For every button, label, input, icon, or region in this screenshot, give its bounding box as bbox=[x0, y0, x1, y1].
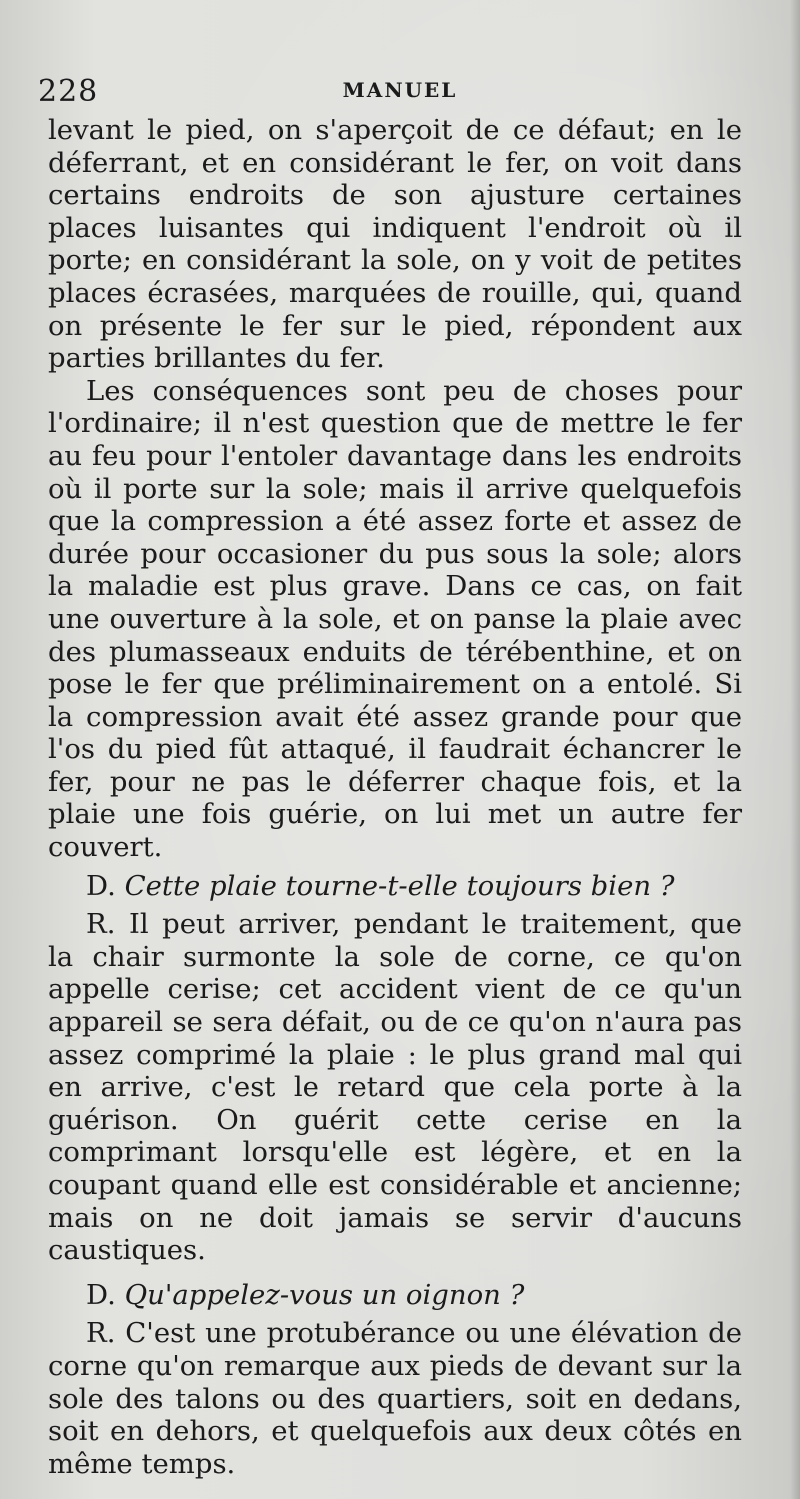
question-text: Cette plaie tourne-t-elle toujours bien ? bbox=[124, 869, 675, 902]
page-number: 228 bbox=[38, 74, 99, 109]
question-text: Qu'appelez-vous un oignon ? bbox=[124, 1278, 525, 1311]
running-head bbox=[0, 74, 800, 108]
question-oignon bbox=[48, 1279, 742, 1312]
question-label: D. bbox=[86, 1278, 116, 1311]
question-label: D. bbox=[86, 869, 116, 902]
body-text bbox=[48, 114, 742, 1480]
running-title: MANUEL bbox=[342, 78, 458, 102]
paragraph-consequences: Les conséquences sont peu de choses pour l'ordinaire; il n'est question que de mettre le fer au feu pour l'entoler davantage dans les endroits où il porte sur la sole; mais il arrive quelquefois que la compression a été assez forte et assez de durée pour occasioner du pus sous la sole; alors la maladie est plus grave. Dans ce cas, on fait une ouverture à la sole, et on panse la plaie avec des plumasseaux enduits de térébenthine, et on pose le fer que préliminairement on a entolé. Si la compression avait été assez grande pour que l'os du pied fût attaqué, il faudrait échancrer le fer, pour ne pas le déferrer chaque fois, et la plaie une fois guérie, on lui met un autre fer couvert. bbox=[48, 374, 742, 864]
paragraph-continuation: levant le pied, on s'aperçoit de ce défaut; en le déferrant, et en considérant le fer, on voit dans certains endroits de son ajusture certaines places luisantes qui indiquent l'endroit où il porte; en considérant la sole, on y voit de petites places écrasées, marquées de rouille, qui, quand on présente le fer sur le pied, répondent aux parties brillantes du fer. bbox=[48, 114, 742, 375]
answer-oignon: R. C'est une protubérance ou une élévation de corne qu'on remarque aux pieds de devant sur la sole des talons ou des quartiers, soit en dedans, soit en dehors, et quelquefois aux deux côtés en même temps. bbox=[48, 1317, 742, 1480]
answer-cerise: R. Il peut arriver, pendant le traitement, que la chair surmonte la sole de corne, ce qu'on appelle cerise; cet accident vient de ce qu'un appareil se sera défait, ou de ce qu'on n'aura pas assez comprimé la plaie : le plus grand mal qui en arrive, c'est le retard que cela porte à la guérison. On guérit cette cerise en la comprimant lorsqu'elle est légère, et en la coupant quand elle est considérable et ancienne; mais on ne doit jamais se servir d'aucuns caustiques. bbox=[48, 908, 742, 1267]
question-plaie bbox=[48, 870, 742, 903]
